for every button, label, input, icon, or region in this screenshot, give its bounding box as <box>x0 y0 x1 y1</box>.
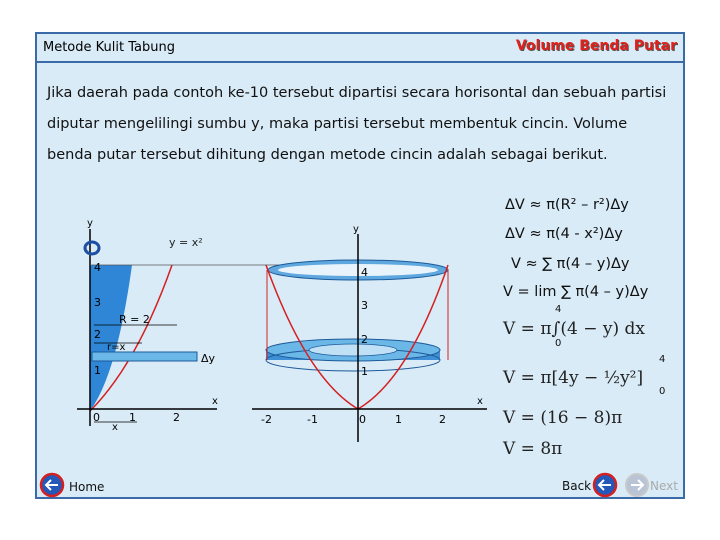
next-label[interactable]: Next <box>650 479 678 493</box>
R-label: R = 2 <box>119 313 150 326</box>
left-ytick-4: 4 <box>94 261 101 274</box>
left-y-label: y <box>87 218 93 229</box>
back-label[interactable]: Back <box>562 479 592 493</box>
right-parabola <box>266 265 448 409</box>
equation-4: V = lim ∑ π(4 – y)Δy <box>503 284 649 300</box>
math-step-1: V = π∫(4 − y) dx <box>503 319 645 339</box>
r-label: r=x <box>107 342 126 353</box>
math-step-4: V = 8π <box>503 439 563 459</box>
x-dim-label: x <box>112 422 118 433</box>
right-xtick-m2: -2 <box>261 413 272 426</box>
equation-1: ΔV ≈ π(R² – r²)Δy <box>505 197 629 213</box>
next-button[interactable] <box>626 474 648 496</box>
middle-ring-hole <box>309 344 397 356</box>
graphs-svg <box>37 34 687 501</box>
left-xtick-1: 1 <box>129 411 136 424</box>
math-step-1-lower: 0 <box>555 338 562 349</box>
right-xtick-0: 0 <box>359 413 366 426</box>
left-ytick-3: 3 <box>94 296 101 309</box>
slide-frame <box>35 32 685 499</box>
rotation-arrow-icon <box>85 242 99 254</box>
dy-label: Δy <box>201 352 216 365</box>
math-step-1-upper: 4 <box>555 304 562 315</box>
left-curve-label: y = x² <box>169 236 203 249</box>
left-x-label: x <box>212 396 218 407</box>
left-ytick-1: 1 <box>94 364 101 377</box>
right-y-label: y <box>353 224 359 235</box>
equation-2: ΔV ≈ π(4 - x²)Δy <box>505 226 623 242</box>
left-xtick-2: 2 <box>173 411 180 424</box>
right-ytick-2: 2 <box>361 333 368 346</box>
right-ytick-1: 1 <box>361 365 368 378</box>
left-ytick-2: 2 <box>94 328 101 341</box>
header-title-right: Volume Benda Putar <box>515 38 677 54</box>
body-paragraph: Jika daerah pada contoh ke-10 tersebut dipartisi secara horisontal dan sebuah partisi diputar mengelilingi sumbu y, maka partisi tersebut membentuk cincin. Volume benda putar tersebut dihitung dengan metode cincin adalah sebagai berikut. <box>47 85 667 163</box>
right-xtick-m1: -1 <box>307 413 318 426</box>
home-label[interactable]: Home <box>69 480 105 494</box>
right-ytick-4: 4 <box>361 266 368 279</box>
equation-3: V ≈ ∑ π(4 – y)Δy <box>511 256 630 272</box>
left-xtick-0: 0 <box>93 411 100 424</box>
right-graph <box>252 224 487 442</box>
right-x-label: x <box>477 396 483 407</box>
back-button[interactable] <box>594 474 616 496</box>
math-step-2-lower: 0 <box>659 386 666 397</box>
right-ytick-3: 3 <box>361 299 368 312</box>
right-xtick-1: 1 <box>395 413 402 426</box>
math-step-2-upper: 4 <box>659 354 666 365</box>
home-button[interactable] <box>41 474 63 496</box>
right-xtick-2: 2 <box>439 413 446 426</box>
math-step-3: V = (16 − 8)π <box>503 408 623 428</box>
header-title-left: Metode Kulit Tabung <box>43 40 175 55</box>
left-graph <box>77 218 362 433</box>
math-step-2: V = π[4y − ½y²] <box>503 368 644 388</box>
left-partition-strip <box>92 352 197 361</box>
